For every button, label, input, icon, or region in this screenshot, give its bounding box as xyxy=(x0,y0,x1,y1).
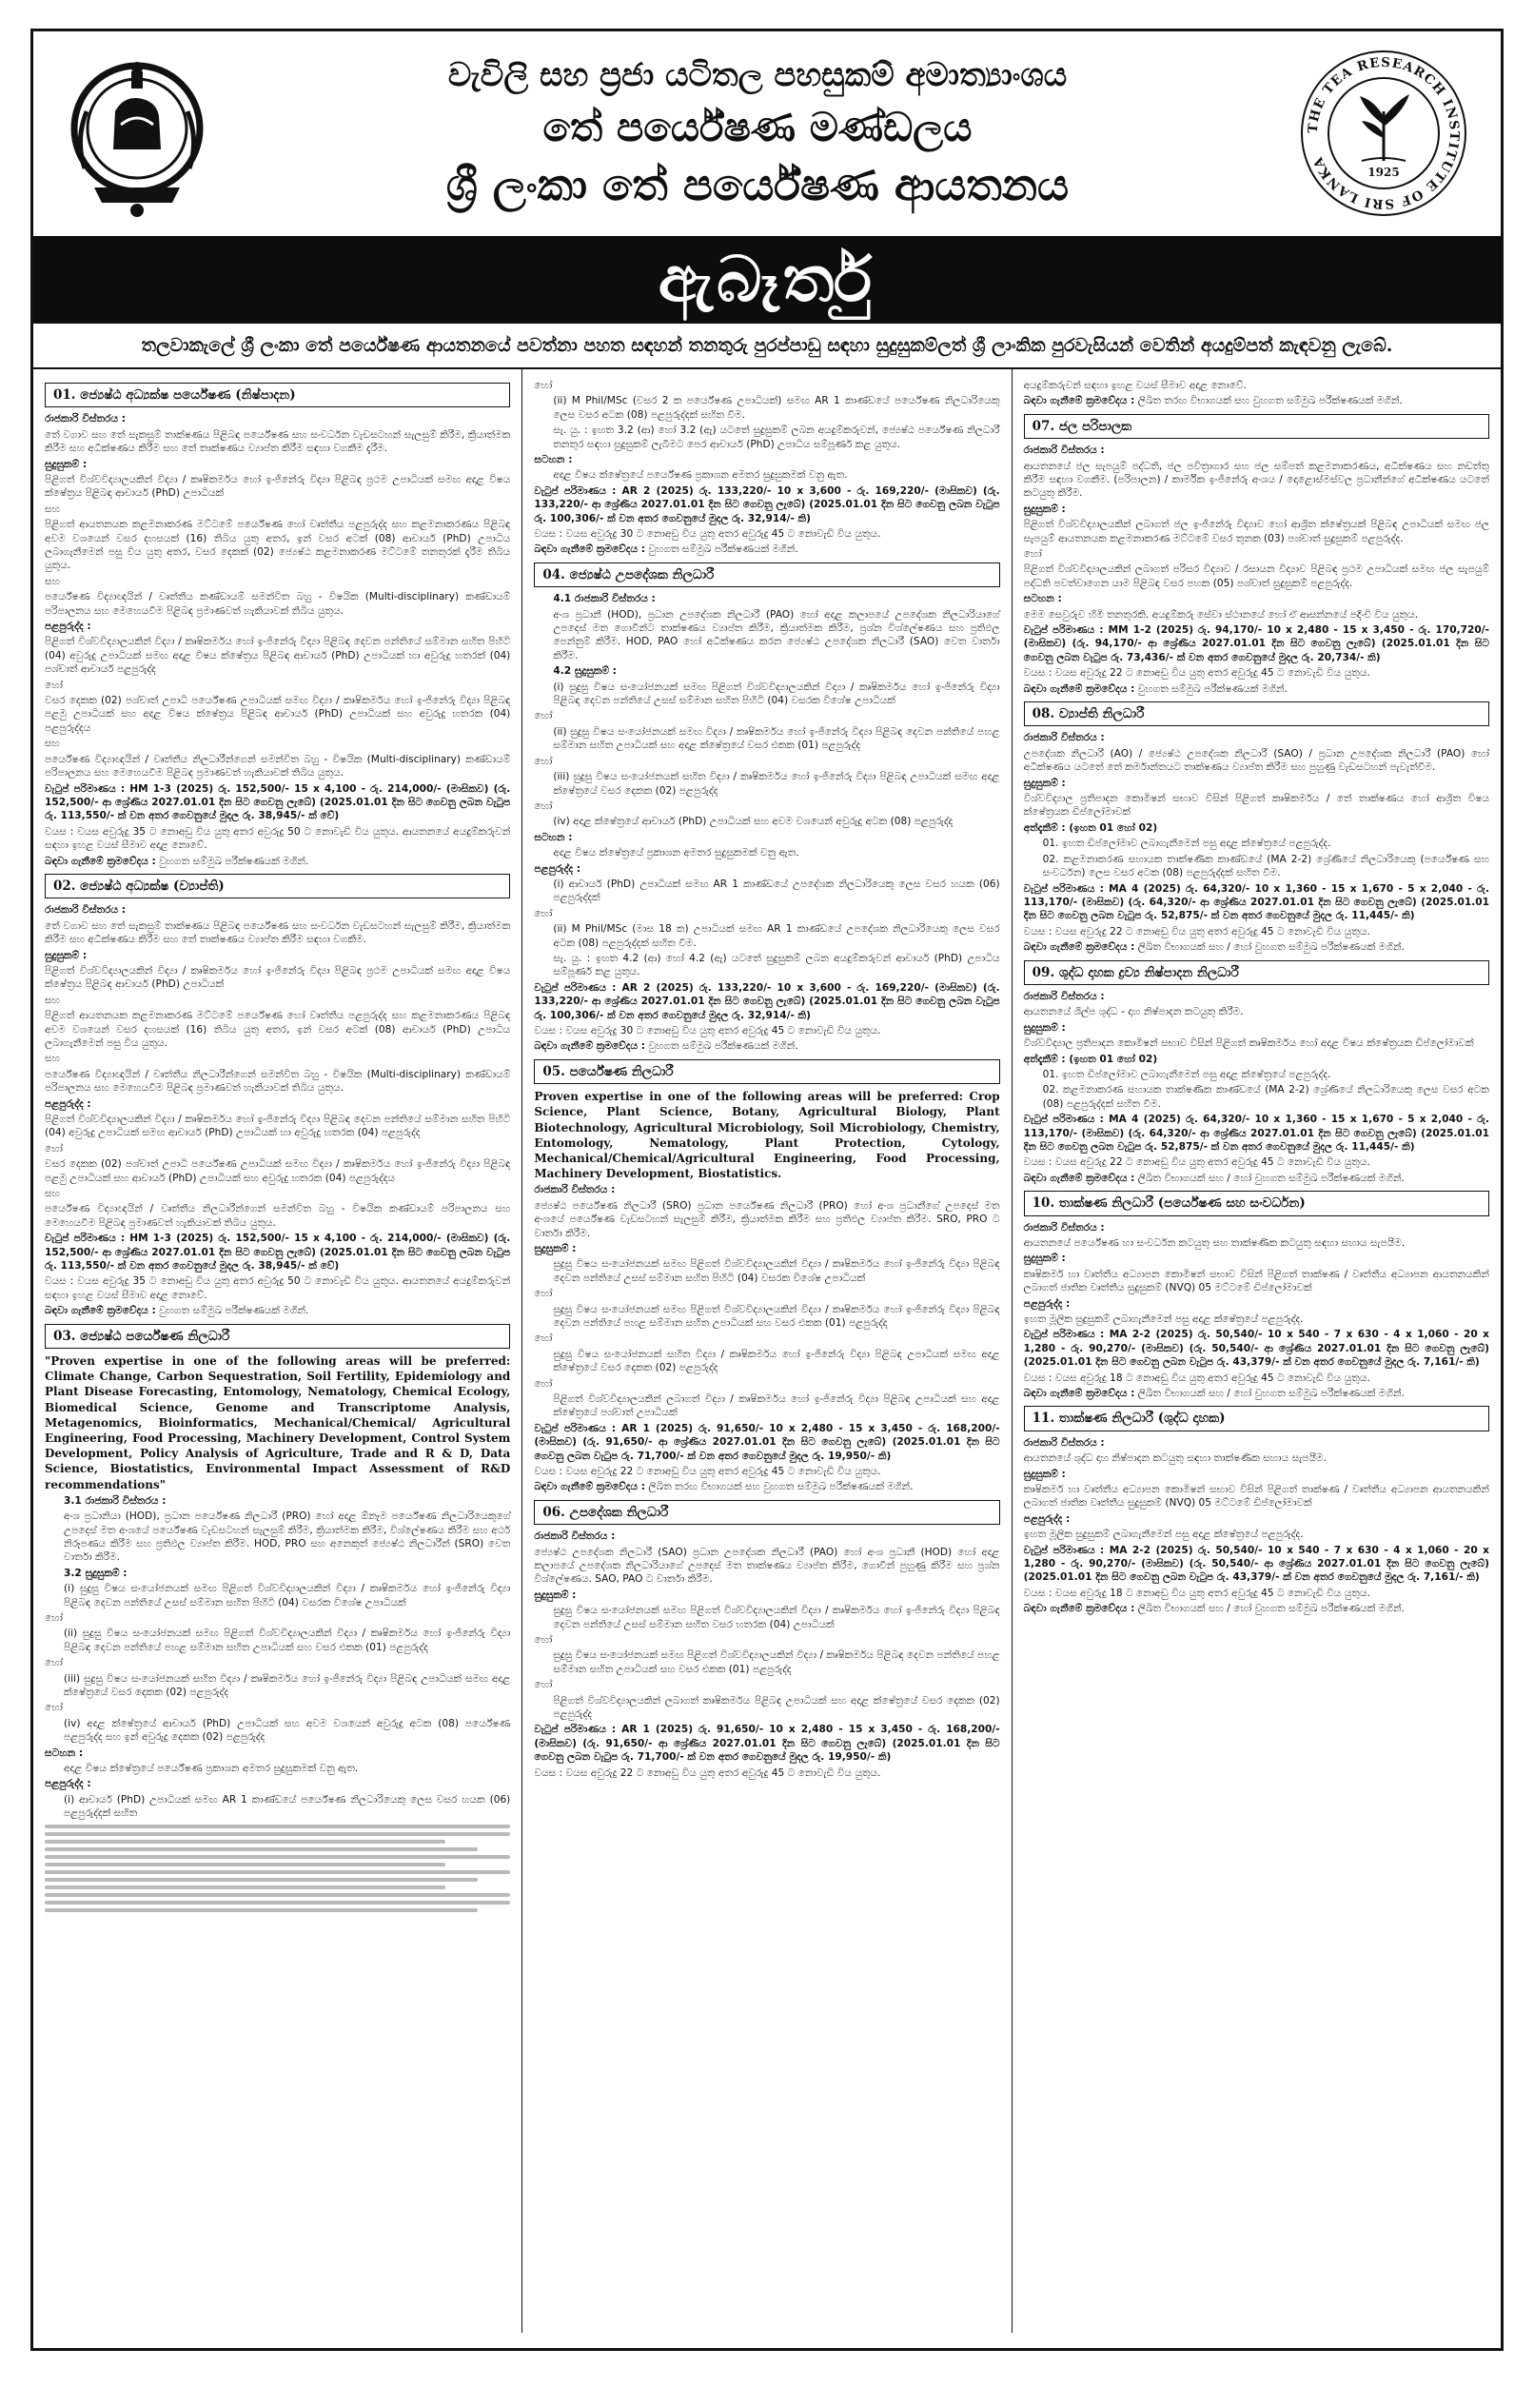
advertisement-page xyxy=(30,29,1504,2351)
s06-age-note: අයදුම්කරුවන් සඳහා ඉහළ වයස් සීමාව අදාළ නොවේ. xyxy=(1023,380,1247,391)
s06-duties: ජ්‍යෙෂ්ඨ උපදේශක නිලධාරී (SAO) ප්‍රධාන උපදේශක නිලධාරී (PAO) හෝ අංශ ප්‍රධානී (HOD) හෝ අදාළ කලාපයේ උපදේශක නිලධාරියාගේ උපදෙස් මත තාක්ෂණය ව්‍යාප්ත කිරීම, ගොවීන් පුහුණු කිරීම සහ ප්‍රශ්න විශ්ලේෂණය. SAO, PAO ට වාර්තා කිරීම. xyxy=(534,1546,1000,1586)
s11-experience: ඉහත මූලික සුදුසුකම් ලබාගැනීමෙන් පසු අදාළ ක්ෂේත්‍රයේ පළපුරුද්ද. xyxy=(1023,1529,1304,1541)
duties-label: රාජකාරි විස්තරය : xyxy=(1023,444,1105,457)
sri-lanka-emblem-icon xyxy=(66,45,208,221)
s07-duties: ආයතනයේ ජල සැපයුම් පද්ධති, ජල පවිත්‍රාගාර සහ ජල සම්පත් කළමනාකරණය, අධීක්ෂණය සහ නඩත්තු කිරීම සඳහා වගකීම. (පරිපාලන) / කාර්මික ඉංජිනේරු අංශය / දොළොස්මස්වල ප්‍රධානීන්ගේ අධීක්ෂණය යටතේ කටයුතු කිරීම. xyxy=(1023,460,1489,500)
ministry-name: වැවිලි සහ ප්‍රජා යටිතල පහසුකම් අමාත්‍යාංශය xyxy=(447,56,1068,94)
seal-ring-text: THE TEA RESEARCH INSTITUTE OF SRI LANKA xyxy=(1305,54,1463,212)
s04-selection: වුහගත සම්මුඛ පරීක්ෂණයක් මගින්. xyxy=(648,1040,798,1053)
s06-salary: වැටුප් පරිමාණය : AR 1 (2025) රු. 91,650/- 10 x 2,480 - 15 x 3,450 - රු. 168,200/- (මාසිකව) (රු. 91,650/- ආ ශ්‍රේණිය 2027.01.01 දින සිට ගෙවනු ලැබේ) (2025.01.01 දින සිට ගෙවනු ලබන වැටුප රු. 71,700/- ක් වන අතර ගෙවනුයේ මුදල රු. 19,950/- කි) xyxy=(534,1724,1000,1764)
s03-nb: සැ. යු. : ඉහත 3.2 (ආ) හෝ 3.2 (ඇ) යටතේ සුදුසුකම් ලබන අයදුම්කරුවන්, ජ්‍යෙෂ්ඨ පර්යේෂණ නිලධාරී තනතුර සඳහා සුදුසුකම් ලැබීමට පෙර ආචාර්ය (PhD) උපාධිය සම්පූර්ණ කළ යුතුය. xyxy=(553,424,1000,450)
s06-qualification-1: සුදුසු විෂය සංයෝජනයක් සමඟ පිළිගත් විශ්වවිද්‍යාලයකින් විද්‍යා / කෘෂිකර්මය හෝ ඉංජිනේරු විද්‍යා පිළිබඳ දෙවන පන්තියේ උසස් සම්මාන සහිත වසර හතරක (04) උපාධියක් xyxy=(553,1605,1000,1630)
s05-expertise-english: Proven expertise in one of the following areas will be preferred: Crop Science, Plant Science, Botany, Agricultural Biology, Plant Biotechnology, Agricultural Microbiology, Soil Microbiology, Chemistry, Entomology, Nematology, Plant Protection, Cytology, Mechanical/Chemical/Agricultural Engineering, Food Processing, Machinery Development, Biostatistics. xyxy=(534,1090,1000,1181)
selection-label: බඳවා ගැනීමේ ක්‍රමවේදය : xyxy=(534,543,646,556)
s07-salary: වැටුප් පරිමාණය : MM 1-2 (2025) රු. 94,170/- 10 x 2,480 - 15 x 3,450 - රු. 170,720/- (මාසිකව) (රු. 94,170/- ආ ශ්‍රේණිය 2027.01.01 දින සිට ගෙවනු ලැබේ) (2025.01.01 දින සිට ගෙවනු ලබන වැටුප රු. 73,436/- ක් වන අතර ගෙවනුයේ මුදල රු. 20,734/- කි) xyxy=(1023,624,1489,663)
s04-qualification-2: (ii) සුදුසු විෂය සංයෝජනයක් සමඟ විද්‍යා / කෘෂිකර්මය හෝ ඉංජිනේරු විද්‍යා පිළිබඳ දෙවන පන්තියේ පහළ සම්මාන සහිත උපාධියක් සහ අදාළ ක්ෂේත්‍රයේ වසර එකක (01) පළපුරුද්ද xyxy=(553,725,1000,752)
columns xyxy=(33,369,1501,2333)
s04-age: වයස : වයස අවුරුදු 30 ට නොඅඩු විය යුතු අතර අවුරුදු 45 ට නොවැඩි විය යුතුය. xyxy=(534,1025,881,1037)
selection-label: බඳවා ගැනීමේ ක්‍රමවේදය : xyxy=(1023,941,1135,954)
s01-salary: වැටුප් පරිමාණය : HM 1-3 (2025) රු. 152,500/- 15 x 4,100 - රු. 214,000/- (මාසිකව) (රු. 152,500/- ආ ශ්‍රේණිය 2027.01.01 දින සිට ගෙවනු ලැබේ) (2025.01.01 දින සිට ගෙවනු ලබන වැටුප රු. 113,550/- ක් වන අතර ගෙවනුයේ මුදල රු. 38,945/- ක් වේ) xyxy=(45,782,511,822)
note-label: සටහන : xyxy=(1023,593,1062,605)
s07-qualification-1: පිළිගත් විශ්වවිද්‍යාලයකින් ලබාගත් ජල ඉංජිනේරු විද්‍යාව හෝ ආශ්‍රිත ක්ෂේත්‍රයක් පිළිබඳ උපාධියක් සමඟ ජල සැපයුම් ආයතනයක කළමනාකරණ මට්ටමේ වසර තුනක (03) පශ්චාත් සුදුසුකම් පළපුරුද්ද. xyxy=(1023,519,1489,544)
or-separator: හෝ xyxy=(534,1332,553,1345)
or-separator: හෝ xyxy=(45,679,64,691)
s10-qualification: කෘෂිකර්ම හා වෘත්තීය අධ්‍යාපන කොමිෂන් සභාව විසින් පිළිගත් තාක්ෂණ / වෘත්තීය අධ්‍යාපන ආයතනයකින් ලබාගත් ජාතික වෘත්තීය සුදුසුකම් (NVQ) 05 මට්ටමේ ඩිප්ලෝමාවක් xyxy=(1023,1268,1489,1294)
section-04-title: 04. ජ්‍යෙෂ්ඨ උපදේශක නිලධාරී xyxy=(534,563,999,587)
duties-label: රාජකාරි විස්තරය : xyxy=(1023,732,1105,744)
section-03-title: 03. ජ්‍යෙෂ්ඨ පර්යේෂණ නිලධාරී xyxy=(45,1324,510,1349)
experience-label: පළපුරුද්ද : xyxy=(534,862,580,875)
qualifications-label: සුදුසුකම් : xyxy=(1023,1468,1066,1480)
s09-duties: ආයතනයේ ශිල්ප ශුද්ධ - දාහ නිෂ්පාදන කටයුතු කිරීම. xyxy=(1023,1006,1244,1018)
s05-duties: ජ්‍යෙෂ්ඨ පර්යේෂණ නිලධාරී (SRO) ප්‍රධාන පර්යේෂණ නිලධාරී (PRO) හෝ අංශ ප්‍රධානීගේ උපදෙස් මත අංශයේ පර්යේෂණ වැඩසටහන් සැලසුම් කිරීම, ක්‍රියාත්මක කිරීම සහ ප්‍රතිඵල ව්‍යාප්ත කිරීම. SRO, PRO ට වාර්තා කිරීම. xyxy=(534,1199,1000,1239)
or-separator: හෝ xyxy=(534,380,553,391)
s04-salary: වැටුප් පරිමාණය : AR 2 (2025) රු. 133,220/- 10 x 3,600 - රු. 169,220/- (මාසිකව) (රු. 133,220/- ආ ශ්‍රේණිය 2027.01.01 දින සිට ගෙවනු ලැබේ) (2025.01.01 දින සිට ගෙවනු ලබන වැටුප රු. 100,306/- ක් වන අතර ගෙවනුයේ මුදල රු. 32,914/- කි) xyxy=(534,981,1000,1021)
column-2 xyxy=(521,369,1011,2333)
s05-qualification-1: සුදුසු විෂය සංයෝජනයක් සමඟ පිළිගත් විශ්වවිද්‍යාලයකින් විද්‍යා / කෘෂිකර්මය හෝ ඉංජිනේරු විද්‍යා පිළිබඳ දෙවන පන්තියේ උසස් සම්මාන සහිත පිහිටි (04) වසරක විශේෂ උපාධියක් xyxy=(553,1258,1000,1284)
board-name: තේ පර්යේෂණ මණ්ඩලය xyxy=(542,104,973,150)
selection-label: බඳවා ගැනීමේ ක්‍රමවේදය : xyxy=(534,1040,646,1053)
s07-note: මෙම සෙවුරුව හිමි තනතුරකි. අයදුම්කරු සේවා ස්ථානයේ හෝ ඒ ආසන්නයේ පදිංචි විය යුතුය. xyxy=(1023,608,1419,621)
selection-label: බඳවා ගැනීමේ ක්‍රමවේදය : xyxy=(1023,1603,1135,1615)
s08-qualification: විශ්වවිද්‍යාල ප්‍රතිපාදන කොමිෂන් සභාව විසින් පිළිගත් කෘෂිකර්මය / තේ තාක්ෂණය හෝ ආශ්‍රිත විෂය ක්ෂේත්‍රයක ඩිප්ලෝමාවක් xyxy=(1023,793,1489,819)
or-separator: හෝ xyxy=(534,799,553,812)
s11-salary: වැටුප් පරිමාණය : MA 2-2 (2025) රු. 50,540/- 10 x 540 - 7 x 630 - 4 x 1,060 - 20 x 1,280 - රු. 90,270/- (මාසිකව) (රු. 50,540/- ආ ශ්‍රේණිය 2027.01.01 දින සිට ගෙවනු ලැබේ) (2025.01.01 දින සිට ගෙවනු ලබන වැටුප රු. 43,379/- ක් වන අතර ගෙවනුයේ මුදල රු. 7,161/- කි) xyxy=(1023,1544,1489,1584)
qualifications-label: සුදුසුකම් : xyxy=(1023,1253,1066,1265)
s09-salary: වැටුප් පරිමාණය : MA 4 (2025) රු. 64,320/- 10 x 1,360 - 15 x 1,670 - 5 x 2,040 - රු. 113,170/- (මාසිකව) (රු. 64,320/- ආ ශ්‍රේණිය 2027.01.01 දින සිට ගෙවනු ලැබේ) (2025.01.01 දින සිට ගෙවනු ලබන වැටුප රු. 52,875/- ක් වන අතර ගෙවනුයේ මුදල රු. 11,445/- කි) xyxy=(1023,1114,1489,1153)
vacancies-banner xyxy=(33,236,1501,324)
s02-experience-3: පර්යේෂණ විද්‍යාඥයින් / වෘත්තීය නිලධාරීන්ගෙන් සමන්විත බහු - විෂයික කණ්ඩායම් පරිපාලනය සහ මෙහෙයවීම පිළිබඳ ප්‍රමාණවත් හැකියාවක් තිබිය යුතුය. xyxy=(45,1203,511,1229)
s07-selection: වුහගත සම්මුඛ පරීක්ෂණයක් මගින්. xyxy=(1137,682,1288,695)
or-separator: හෝ xyxy=(534,1377,553,1390)
s05-salary: වැටුප් පරිමාණය : AR 1 (2025) රු. 91,650/- 10 x 2,480 - 15 x 3,450 - රු. 168,200/- (මාසිකව) (රු. 91,650/- ආ ශ්‍රේණිය 2027.01.01 දින සිට ගෙවනු ලැබේ) (2025.01.01 දින සිට ගෙවනු ලබන වැටුප රු. 71,700/- ක් වන අතර ගෙවනුයේ මුදල රු. 19,950/- කි) xyxy=(534,1422,1000,1462)
or-separator: හෝ xyxy=(534,1634,553,1647)
s03-qualifications-label: 3.2 සුදුසුකම් : xyxy=(64,1567,128,1579)
s03-qualification-1: (i) සුදුසු විෂය සංයෝජනයක් සමඟ පිළිගත් විශ්වවිද්‍යාලයකින් විද්‍යා / කෘෂිකර්මය හෝ ඉංජිනේරු විද්‍යා පිළිබඳ දෙවන පන්තියේ උසස් සම්මාන සහිත පිහිටි (04) වසරක විශේෂ උපාධියක් xyxy=(64,1583,511,1609)
s04-duties: අංශ ප්‍රධානී (HOD), ප්‍රධාන උපදේශක නිලධාරී (PAO) හෝ අදාළ කලාපයේ උපදේශක නිලධාරියාගේ උපදෙස් මත ගොවීන්ට තාක්ෂණය ව්‍යාප්ත කිරීම, ක්‍රියාත්මක කිරීම, ප්‍රශ්න විශ්ලේෂණය සහ ප්‍රතිඵල පෙන්නුම් කිරීම. HOD, PAO හෝ අධීක්ෂණය කරන ජ්‍යෙෂ්ඨ උපදේශක නිලධාරී (SAO) වෙත වාර්තා කිරීම. xyxy=(553,608,1000,661)
s09-experience-heading: අත්දැකීම් : (ඉහත 01 හෝ 02) xyxy=(1023,1053,1158,1065)
qualifications-label: සුදුසුකම් : xyxy=(1023,1021,1066,1034)
s08-selection: ලිඛිත විභාගයක් සහ / හෝ වුහගත සම්මුඛ පරීක්ෂණයක් මගින්. xyxy=(1137,941,1405,954)
experience-label: පළපුරුද්ද : xyxy=(1023,1512,1071,1525)
institute-name: ශ්‍රී ලංකා තේ පර්යේෂණ ආයතනය xyxy=(445,159,1070,210)
s08-experience-2: 02. කළමනාකරණ සහායක තාක්ෂණික කාණ්ඩයේ (MA 2-2) ශ්‍රේණියේ නිලධාරියෙකු (පර්යේෂණ සහ සංවර්ධන) ලෙස වසර අටක (08) පළපුරුද්දක් සහිත වීම. xyxy=(1042,853,1489,879)
section-05-title: 05. පර්යේෂණ නිලධාරී xyxy=(534,1059,999,1084)
s03-age: වයස : වයස අවුරුදු 30 ට නොඅඩු විය යුතු අතර අවුරුදු 45 ට නොවැඩි විය යුතුය. xyxy=(534,528,881,541)
duties-label: රාජකාරි විස්තරය : xyxy=(45,413,127,425)
and-separator: සහ xyxy=(45,1053,60,1065)
selection-label: බඳවා ගැනීමේ ක්‍රමවේදය : xyxy=(1023,1172,1135,1184)
and-separator: සහ xyxy=(45,1188,60,1200)
and-separator: සහ xyxy=(45,994,60,1006)
s10-duties: ආයතනයේ පර්යේෂණ හා සංවර්ධන කටයුතු සහ තාක්ෂණික කටයුතු සඳහා සහාය සැපයීම. xyxy=(1023,1236,1406,1249)
masthead xyxy=(33,31,1501,236)
selection-label: බඳවා ගැනීමේ ක්‍රමවේදය : xyxy=(1023,1388,1135,1399)
s09-experience-2: 02. කළමනාකරණ සහායක තාක්ෂණික කාණ්ඩයේ (MA 2-2) ශ්‍රේණියේ නිලධාරියෙකු ලෙස වසර අටක (08) පළපුරුද්දක් සහිත වීම. xyxy=(1042,1084,1489,1110)
qualifications-label: සුදුසුකම් : xyxy=(1023,777,1066,789)
s01-experience-2: වසර දෙකක (02) පශ්චාත් උපාධි පර්යේෂණ උපාධියක් සමඟ විද්‍යා / කෘෂිකර්මය හෝ ඉංජිනේරු විද්‍යා පිළිබඳ පළමු උපාධියක් සහ අදාළ විෂය ක්ෂේත්‍රය පිළිබඳ ආචාර්ය (PhD) උපාධියක් සහ අවුරුදු හතරක (04) පළපුරුද්දය xyxy=(45,695,511,734)
s02-qualification-1: පිළිගත් විශ්වවිද්‍යාලයකින් විද්‍යා / කෘෂිකර්මය හෝ ඉංජිනේරු විද්‍යා පිළිබඳ ප්‍රථම උපාධියක් සමඟ අදාළ විෂය ක්ෂේත්‍රය පිළිබඳ ආචාර්ය (PhD) උපාධියක් xyxy=(45,964,511,991)
s05-qualification-2: සුදුසු විෂය සංයෝජනයක් සමඟ පිළිගත් විශ්වවිද්‍යාලයකින් විද්‍යා / කෘෂිකර්මය හෝ ඉංජිනේරු විද්‍යා පිළිබඳ දෙවන පන්තියේ පහළ සම්මාන සහිත උපාධියක් සහ වසර එකක (01) පළපුරුද්ද xyxy=(553,1303,1000,1329)
s05-selection: ලිඛිත තරඟ විභාගයක් සහ වුහගත සම්මුඛ පරීක්ෂණයක් මගින්. xyxy=(648,1481,914,1493)
s04-nb: සැ. යු. : ඉහත 4.2 (ආ) හෝ 4.2 (ඇ) යටතේ සුදුසුකම් ලබන අයදුම්කරුවන් ආචාර්ය (PhD) උපාධිය සම්පූර්ණ කළ යුතුය. xyxy=(553,952,1000,978)
duties-label: රාජකාරි විස්තරය : xyxy=(1023,1436,1105,1449)
section-02-title: 02. ජ්‍යෙෂ්ඨ අධ්‍යක්ෂ (ව්‍යාප්ති) xyxy=(45,874,510,898)
duties-label: රාජකාරි විස්තරය : xyxy=(1023,1221,1105,1234)
experience-label: පළපුරුද්ද : xyxy=(45,1778,91,1790)
s02-qualification-3: පර්යේෂණ විද්‍යාඥයින් / වෘත්තීය නිලධාරීන්ගෙන් සමන්විත බහු - විෂයික (Multi-disciplinary) කණ්ඩායම් පරිපාලනය සහ මෙහෙයවීම පිළිබඳ ප්‍රමාණවත් හැකියාවක් තිබිය යුතුය. xyxy=(45,1068,511,1095)
qualifications-label: සුදුසුකම් : xyxy=(534,1242,577,1254)
and-separator: සහ xyxy=(45,738,60,750)
qualifications-label: සුදුසුකම් : xyxy=(1023,503,1066,515)
s05-qualification-4: පිළිගත් විශ්වවිද්‍යාලයකින් ලබාගත් විද්‍යා / කෘෂිකර්මය හෝ ඉංජිනේරු විද්‍යා පිළිබඳ උපාධියක් සහ අදාළ ක්ෂේත්‍රයේ පශ්චාත් උපාධියක් xyxy=(553,1393,1000,1419)
experience-label: පළපුරුද්ද : xyxy=(45,621,91,633)
s06-selection: ලිඛිත තරඟ විභාගයක් සහ වුහගත සම්මුඛ පරීක්ෂණයක් මගින්. xyxy=(1137,395,1403,407)
duties-label: රාජකාරි විස්තරය : xyxy=(534,1530,616,1543)
s04-duties-label: 4.1 රාජකාරි විස්තරය : xyxy=(553,593,656,605)
s03-salary: වැටුප් පරිමාණය : AR 2 (2025) රු. 133,220/- 10 x 3,600 - රු. 169,220/- (මාසිකව) (රු. 133,220/- ආ ශ්‍රේණිය 2027.01.01 දින සිට ගෙවනු ලැබේ) (2025.01.01 දින සිට ගෙවනු ලබන වැටුප රු. 100,306/- ක් වන අතර ගෙවනුයේ මුදල රු. 32,914/- කි) xyxy=(534,484,1000,524)
s06-qualification-3: පිළිගත් විශ්වවිද්‍යාලයකින් ලබාගත් කෘෂිකර්මය පිළිබඳ උපාධියක් සහ අදාළ ක්ෂේත්‍රයේ වසර දෙකක (02) පළපුරුද්ද xyxy=(553,1694,1000,1721)
tri-seal-icon xyxy=(1299,49,1468,218)
s04-qualifications-label: 4.2 සුදුසුකම් : xyxy=(553,665,617,678)
s02-qualification-2: පිළිගත් ආයතනයක කළමනාකරණ මට්ටමේ පර්යේෂණ හෝ වෘත්තීය පළපුරුද්ද සහ කළමනාකරණය පිළිබඳ අවම වශයෙන් වසර දහසයක් (16) තිබිය යුතු අතර, ඉන් වසර අටක් (08) ආචාර්ය (PhD) උපාධිය ලබාගැනීමෙන් පසු විය යුතුය. xyxy=(45,1010,511,1049)
s02-experience-1: පිළිගත් විශ්වවිද්‍යාලයකින් විද්‍යා / කෘෂිකර්මය හෝ ඉංජිනේරු විද්‍යා පිළිබඳ දෙවන පන්තියේ සම්මාන සහිත පිහිටි (04) අවුරුදු උපාධියක් සමඟ ආචාර්ය (PhD) උපාධියක් හා අවුරුදු හතරක (04) පළපුරුද්ද xyxy=(45,1114,511,1139)
s03-duties: අංශ ප්‍රධානියා (HOD), ප්‍රධාන පර්යේෂණ නිලධාරී (PRO) හෝ අදාළ ඕනෑම පර්යේෂණ නිලධාරියෙකුගේ උපදෙස් මත අංශයේ පර්යේෂණ වැඩසටහන් සැලසුම් කිරීම, ක්‍රියාත්මක කිරීම, විශ්ලේෂණය කිරීම සහ අර්ථ නිරූපණය කිරීම සහ ප්‍රතිඵල ව්‍යාප්ත කිරීම. HOD, PRO සහ අනෙකුත් ජ්‍යෙෂ්ඨ නිලධාරීන් (SRO) වෙත වාර්තා කිරීම. xyxy=(64,1510,511,1564)
s09-selection: ලිඛිත විභාගයක් සහ / හෝ වුහගත සම්මුඛ පරීක්ෂණයක් මගින්. xyxy=(1137,1172,1405,1184)
s03-qualification-3: (iii) සුදුසු විෂය සංයෝජනයක් සහිත විද්‍යා / කෘෂිකර්මය හෝ ඉංජිනේරු විද්‍යා පිළිබඳ උපාධියක් සමඟ අදාළ ක්ෂේත්‍රයේ වසර දෙකක (02) පළපුරුද්ද xyxy=(64,1672,511,1699)
column-1 xyxy=(33,369,521,2333)
or-separator: හෝ xyxy=(45,1657,64,1669)
selection-label: බඳවා ගැනීමේ ක්‍රමවේදය : xyxy=(534,1481,646,1493)
note-label: සටහන : xyxy=(534,831,573,843)
s03-qualification-4: (iv) අදාළ ක්ෂේත්‍රයේ ආචාර්ය (PhD) උපාධියක් සහ අවම වශයෙන් අවුරුදු අටක (08) පර්යේෂණ පළපුරුද්ද සහ ඉන් අවුරුදු දෙකක (02) පළපුරුද්ද xyxy=(64,1717,511,1744)
s08-experience-heading: අත්දැකීම් : (ඉහත 01 හෝ 02) xyxy=(1023,821,1158,834)
s03-qualification-2: (ii) සුදුසු විෂය සංයෝජනයක් සමඟ පිළිගත් විශ්වවිද්‍යාලයකින් විද්‍යා / කෘෂිකර්මය හෝ ඉංජිනේරු විද්‍යා පිළිබඳ දෙවන පන්තියේ පහළ සම්මාන සහිත උපාධියක් සහ වසර එකක (01) පළපුරුද්ද xyxy=(64,1628,511,1653)
s04-note: අදාළ විෂය ක්ෂේත්‍රයේ ප්‍රකාශන අමතර සුදුසුකමක් වනු ඇත. xyxy=(553,847,799,859)
and-separator: සහ xyxy=(45,575,60,587)
s04-qualification-4: (iv) අදාළ ක්ෂේත්‍රයේ ආචාර්ය (PhD) උපාධියක් සහ අවම වශයෙන් අවුරුදු අටක (08) පළපුරුද්ද xyxy=(553,816,954,828)
s09-experience-1: 01. ඉහත ඩිප්ලෝමාව ලබාගැනීමෙන් පසු අදාළ ක්ෂේත්‍රයේ පළපුරුද්ද. xyxy=(1042,1068,1331,1080)
s08-duties: උපදේශක නිලධාරී (AO) / ජ්‍යෙෂ්ඨ උපදේශක නිලධාරී (SAO) / ප්‍රධාන උපදේශක නිලධාරී (PAO) හෝ අධීක්ෂණය යටතේ තේ කර්මාන්තයට තාක්ෂණය ව්‍යාප්ත කිරීම සහ පුහුණු වැඩසටහන් පැවැත්වීම. xyxy=(1023,747,1489,774)
selection-label: බඳවා ගැනීමේ ක්‍රමවේදය : xyxy=(1023,682,1135,695)
or-separator: හෝ xyxy=(1023,548,1042,561)
s11-selection: ලිඛිත විභාගයක් සහ / හෝ වුහගත සම්මුඛ පරීක්ෂණයක් මගින්. xyxy=(1137,1603,1405,1615)
selection-label: බඳවා ගැනීමේ ක්‍රමවේදය : xyxy=(45,855,156,867)
or-separator: හෝ xyxy=(534,907,553,919)
s10-selection: ලිඛිත විභාගයක් සහ / හෝ වුහගත සම්මුඛ පරීක්ෂණයක් මගින්. xyxy=(1137,1388,1405,1399)
s04-qualification-1: (i) සුදුසු විෂය සංයෝජනයක් සමඟ පිළිගත් විශ්වවිද්‍යාලයකින් විද්‍යා / කෘෂිකර්මය හෝ ඉංජිනේරු විද්‍යා පිළිබඳ දෙවන පන්තියේ උසස් සම්මාන සහිත පිහිටි (04) වසරක විශේෂ උපාධියක් xyxy=(553,681,1000,707)
s02-age: වයස : වයස අවුරුදු 35 ට නොඅඩු විය යුතු අතර අවුරුදු 50 ට නොවැඩි විය යුතුය. ආයතනයේ අයදුම්කරුවන් සඳහා ඉහළ වයස් සීමාව අදාළ නොවේ. xyxy=(45,1275,511,1301)
s09-qualification: විශ්වවිද්‍යාල ප්‍රතිපාදන කොමිෂන් සභාව විසින් පිළිගත් කෘෂිකර්මය හෝ අදාළ විෂය ක්ෂේත්‍රයක ඩිප්ලෝමාවක් xyxy=(1023,1037,1474,1050)
selection-label: බඳවා ගැනීමේ ක්‍රමවේදය : xyxy=(45,1305,156,1317)
qualifications-label: සුදුසුකම් : xyxy=(534,1589,577,1601)
section-10-title: 10. තාක්ෂණ නිලධාරී (පර්යේෂණ සහ සංවර්ධන) xyxy=(1024,1191,1489,1215)
qualifications-label: සුදුසුකම් : xyxy=(45,458,88,470)
text-continuation xyxy=(45,1825,510,1912)
s04-experience-2: (ii) M Phil/MSc (මාස 18 ක) උපාධියක් සමඟ AR 1 කාණ්ඩයේ උපදේශක නිලධාරියෙකු ලෙස වසර අටක (08) පළපුරුද්දක් සහිත වීම. xyxy=(553,923,1000,949)
experience-label: පළපුරුද්ද : xyxy=(1023,1297,1071,1310)
column-3 xyxy=(1012,369,1501,2333)
section-08-title: 08. ව්‍යාප්ති නිලධාරී xyxy=(1024,701,1489,726)
qualifications-label: සුදුසුකම් : xyxy=(45,949,88,961)
duties-label: රාජකාරි විස්තරය : xyxy=(45,904,127,917)
or-separator: හෝ xyxy=(45,1611,64,1624)
note-label: සටහන : xyxy=(534,454,573,466)
s02-duties: තේ වගාව සහ තේ සැකසුම් තාක්ෂණය පිළිබඳ පර්යේෂණ සහ සංවර්ධන වැඩසටහන් සැලසුම් කිරීම, ක්‍රියාත්මක කිරීම සහ අධීක්ෂණය කිරීම සහ තේ තාක්ෂණය ව්‍යාප්ත කිරීම සඳහා වගකීම. xyxy=(45,919,511,946)
section-11-title: 11. තාක්ෂණ නිලධාරී (ශුද්ධ දාහක) xyxy=(1024,1406,1489,1431)
or-separator: හෝ xyxy=(45,1142,64,1155)
duties-label: රාජකාරි විස්තරය : xyxy=(534,1184,616,1196)
seal-year: 1925 xyxy=(1367,166,1400,179)
s10-experience: ඉහත මූලික සුදුසුකම් ලබාගැනීමෙන් පසු අදාළ ක්ෂේත්‍රයේ පළපුරුද්ද. xyxy=(1023,1313,1304,1325)
experience-label: පළපුරුද්ද : xyxy=(45,1097,91,1110)
s11-duties: ආයතනයේ ශුද්ධ දාහ නිෂ්පාදන කටයුතු සඳහා තාක්ෂණික සහාය සැපයීම. xyxy=(1023,1452,1327,1465)
s04-qualification-3: (iii) සුදුසු විෂය සංයෝජනයක් සහිත විද්‍යා / කෘෂිකර්මය හෝ ඉංජිනේරු විද්‍යා පිළිබඳ උපාධියක් සමඟ අදාළ ක්ෂේත්‍රයේ වසර දෙකක (02) පළපුරුද්ද xyxy=(553,771,1000,797)
and-separator: සහ xyxy=(45,503,60,515)
s01-qualification-2: පිළිගත් ආයතනයක කළමනාකරණ මට්ටමේ පර්යේෂණ හෝ වෘත්තීය පළපුරුද්ද සහ කළමනාකරණය පිළිබඳ අවම වශයෙන් වසර දහසයක් (16) තිබිය යුතු අතර, ඉන් වසර අටක් (08) ආචාර්ය (PhD) උපාධිය ලබාගැනීමෙන් පසු විය යුතු අතර, වසර දෙකක් (02) ජ්‍යෙෂ්ඨ කළමනාකරණ මට්ටමේ තනතුරක් දැරීම තිබිය යුතුය. xyxy=(45,519,511,572)
s01-experience-1: පිළිගත් විශ්වවිද්‍යාලයකින් විද්‍යා / කෘෂිකර්මය හෝ ඉංජිනේරු විද්‍යා පිළිබඳ දෙවන පන්තියේ සම්මාන සහිත පිහිටි (04) අවුරුදු උපාධියක් සමඟ අදාළ විෂය ක්ෂේත්‍රය පිළිබඳ ආචාර්ය (PhD) උපාධියක් හා අවුරුදු හතරක් (04) පශ්චාත් ආචාර්ය පළපුරුද්ද xyxy=(45,636,511,676)
s07-qualification-2: පිළිගත් විශ්වවිද්‍යාලයකින් ලබාගත් පරිසර විද්‍යාව / රසායන විද්‍යාව පිළිබඳ ප්‍රථම උපාධියක් සමඟ ජල සැපයුම් පද්ධති පවත්වාගෙන යාම පිළිබඳ වසර පහක (05) පශ්චාත් සුදුසුකම් පළපුරුද්ද. xyxy=(1023,563,1489,589)
s11-qualification: කෘෂිකර්ම හා වෘත්තීය අධ්‍යාපන කොමිෂන් සභාව විසින් පිළිගත් තාක්ෂණ / වෘත්තීය අධ්‍යාපන ආයතනයකින් ලබාගත් ජාතික වෘත්තීය සුදුසුකම් (NVQ) 05 මට්ටමේ ඩිප්ලෝමාවක් xyxy=(1023,1483,1489,1510)
selection-label: බඳවා ගැනීමේ ක්‍රමවේදය : xyxy=(1023,395,1135,407)
s08-salary: වැටුප් පරිමාණය : MA 4 (2025) රු. 64,320/- 10 x 1,360 - 15 x 1,670 - 5 x 2,040 - රු. 113,170/- (මාසිකව) (රු. 64,320/- ආ ශ්‍රේණිය 2027.01.01 දින සිට ගෙවනු ලැබේ) (2025.01.01 දින සිට ගෙවනු ලබන වැටුප රු. 52,875/- ක් වන අතර ගෙවනුයේ මුදල රු. 11,445/- කි) xyxy=(1023,882,1489,922)
or-separator: හෝ xyxy=(534,755,553,767)
s01-age: වයස : වයස අවුරුදු 35 ට නොඅඩු විය යුතු අතර අවුරුදු 50 ට නොවැඩි විය යුතුය. ආයතනයේ අයදුම්කරුවන් සඳහා ඉහළ වයස් සීමාව අදාළ නොවේ. xyxy=(45,825,511,852)
s02-selection: වුහගත සම්මුඛ පරීක්ෂණයක් මගින්. xyxy=(159,1305,309,1317)
s03-experience-1: (i) ආචාර්ය (PhD) උපාධියක් සමඟ AR 1 කාණ්ඩයේ පර්යේෂණ නිලධාරියෙකු ලෙස වසර හයක (06) පළපුරුද්දක් සහිත xyxy=(64,1793,511,1820)
s05-age: වයස : වයස අවුරුදු 22 ට නොඅඩු විය යුතු අතර අවුරුදු 45 ට නොවැඩි විය යුතුය. xyxy=(534,1466,881,1478)
s03-note-2: අදාළ විෂය ක්ෂේත්‍රයේ පර්යේෂණ ප්‍රකාශන අමතර සුදුසුකමක් වනු ඇත. xyxy=(553,469,848,482)
s01-qualification-1: පිළිගත් විශ්වවිද්‍යාලයකින් විද්‍යා / කෘෂිකර්මය හෝ ඉංජිනේරු විද්‍යා පිළිබඳ ප්‍රථම උපාධියක් සමඟ අදාළ විෂය ක්ෂේත්‍රය පිළිබඳ ආචාර්ය (PhD) උපාධියක් xyxy=(45,473,511,500)
s03-selection: වුහගත සම්මුඛ පරීක්ෂණයක් මගින්. xyxy=(648,543,798,556)
s03-expertise-english: "Proven expertise in one of the following areas will be preferred: Climate Change, Carbon Sequestration, Soil Fertility, Epidemiology and Plant Disease Forecasting, Entomology, Nematology, Chemical Ecology, Biomedical Science, Genome and Transcriptome Analysis, Metagenomics, Bioinformatics, Mechanical/Chemical/ Agricultural Engineering, Food Processing, Machinery Development, Control System Development, Policy Analysis of Agriculture, Trade and R & D, Data Science, Biostatistics, Environmental Impact Assessment of R&D recommendations" xyxy=(45,1354,511,1491)
s01-qualification-3: පර්යේෂණ විද්‍යාඥයින් / වෘත්තීය කණ්ඩායම් සමන්විත බහු - විෂයික (Multi-disciplinary) කණ්ඩායම් පරිපාලනය සහ මෙහෙයවීම පිළිබඳ ප්‍රමාණවත් හැකියාවක් තිබිය යුතුය. xyxy=(45,591,511,617)
s03-experience-2: (ii) M Phil/MSc (වසර 2 ක පර්යේෂණ උපාධියක්) සමඟ AR 1 කාණ්ඩයේ පර්යේෂණ නිලධාරියෙකු ලෙස වසර අටක (08) පළපුරුද්දක් සහිත වීම. xyxy=(553,395,1000,421)
s03-note: අදාළ විෂය ක්ෂේත්‍රයේ පර්යේෂණ ප්‍රකාශන අමතර සුදුසුකමක් වනු ඇත. xyxy=(64,1763,359,1775)
section-09-title: 09. ශුද්ධ දාහක ද්‍රව්‍ය නිෂ්පාදන නිලධාරී xyxy=(1024,960,1489,985)
duties-label: රාජකාරි විස්තරය : xyxy=(1023,990,1105,1002)
section-06-title: 06. උපදේශක නිලධාරී xyxy=(534,1500,999,1525)
s04-experience-1: (i) ආචාර්ය (PhD) උපාධියක් සමඟ AR 1 කාණ්ඩයේ උපදේශක නිලධාරියෙකු ලෙස වසර හයක (06) පළපුරුද්දක් xyxy=(553,878,1000,904)
vacancies-title: ඇබෑර්තු xyxy=(658,242,876,316)
section-07-title: 07. ජල පරිපාලක xyxy=(1024,414,1489,439)
s03-duties-label: 3.1 රාජකාරි විස්තරය : xyxy=(64,1494,167,1507)
s07-age: වයස : වයස අවුරුදු 22 ට නොඅඩු විය යුතු අතර අවුරුදු 45 ට නොවැඩි විය යුතුය. xyxy=(1023,667,1370,680)
s05-qualification-3: සුදුසු විෂය සංයෝජනයක් සහිත විද්‍යා / කෘෂිකර්මය හෝ ඉංජිනේරු විද්‍යා පිළිබඳ උපාධියක් සමඟ අදාළ ක්ෂේත්‍රයේ වසර දෙකක (02) පළපුරුද්ද xyxy=(553,1348,1000,1374)
intro-statement: තලවාකැලේ ශ්‍රී ලංකා තේ පර්යේෂණ ආයතනයේ පවත්නා පහත සඳහන් තනතුරු පුරප්පාඩු සඳහා සුදුසුකම්ලත් ශ්‍රී ලාංකික පුරවැසියන් වෙතින් අයදුම්පත් කැඳවනු ලැබේ. xyxy=(33,324,1501,369)
s02-experience-2: වසර දෙකක (02) පශ්චාත් උපාධි පර්යේෂණ උපාධියක් සමඟ විද්‍යා / කෘෂිකර්මය හෝ ඉංජිනේරු විද්‍යා පිළිබඳ පළමු උපාධියක් සහ ආචාර්ය (PhD) උපාධියක් සහ අවුරුදු හතරක (04) පළපුරුද්දය xyxy=(45,1158,511,1184)
s01-selection: වුහගත සම්මුඛ පරීක්ෂණයක් මගින්. xyxy=(159,855,309,867)
s01-duties: තේ වගාව සහ තේ සැකසුම් තාක්ෂණය පිළිබඳ පර්යේෂණ සහ සංවර්ධන වැඩසටහන් සැලසුම් කිරීම, ක්‍රියාත්මක කිරීම සහ අධීක්ෂණය කිරීම සහ තේ තාක්ෂණය ව්‍යාප්ත කිරීම සඳහා වගකීම දැරීම. xyxy=(45,428,511,455)
or-separator: හෝ xyxy=(45,1702,64,1714)
s02-salary: වැටුප් පරිමාණය : HM 1-3 (2025) රු. 152,500/- 15 x 4,100 - රු. 214,000/- (මාසිකව) (රු. 152,500/- ආ ශ්‍රේණිය 2027.01.01 දින සිට ගෙවනු ලැබේ) (2025.01.01 දින සිට ගෙවනු ලබන වැටුප රු. 113,550/- ක් වන අතර ගෙවනුයේ මුදල රු. 38,945/- ක් වේ) xyxy=(45,1233,511,1273)
or-separator: හෝ xyxy=(534,1288,553,1300)
s06-qualification-2: සුදුසු විෂය සංයෝජනයක් සමඟ පිළිගත් විශ්වවිද්‍යාලයකින් විද්‍යා / කෘෂිකර්මය පිළිබඳ දෙවන පන්තියේ පහළ සම්මාන සහිත උපාධියක් සහ වසර එකක (01) පළපුරුද්ද xyxy=(553,1649,1000,1675)
or-separator: හෝ xyxy=(534,1679,553,1691)
s08-age: වයස : වයස අවුරුදු 22 ට නොඅඩු විය යුතු අතර අවුරුදු 45 ට නොවැඩි විය යුතුය. xyxy=(1023,925,1370,938)
s10-age: වයස : වයස අවුරුදු 18 ට නොඅඩු විය යුතු අතර අවුරුදු 45 ට නොවැඩි විය යුතුය. xyxy=(1023,1372,1370,1384)
s08-experience-1: 01. ඉහත ඩිප්ලෝමාව ලබාගැනීමෙන් පසු අදාළ ක්ෂේත්‍රයේ පළපුරුද්ද. xyxy=(1042,838,1331,850)
s11-age: වයස : වයස අවුරුදු 18 ට නොඅඩු විය යුතු අතර අවුරුදු 45 ට නොවැඩි විය යුතුය. xyxy=(1023,1587,1370,1599)
s01-experience-3: පර්යේෂණ විද්‍යාඥයින් / වෘත්තීය නිලධාරීන්ගෙන් සමන්විත බහු - විෂයික (Multi-disciplinary) කණ්ඩායම් පරිපාලනය සහ මෙහෙයවීම පිළිබඳ ප්‍රමාණවත් හැකියාවක් තිබිය යුතුය. xyxy=(45,753,511,780)
section-01-title: 01. ජ්‍යෙෂ්ඨ අධ්‍යක්ෂ පර්යේෂණ (නිෂ්පාදන) xyxy=(45,383,510,407)
or-separator: හෝ xyxy=(534,710,553,722)
note-label: සටහන : xyxy=(45,1747,84,1759)
s10-salary: වැටුප් පරිමාණය : MA 2-2 (2025) රු. 50,540/- 10 x 540 - 7 x 630 - 4 x 1,060 - 20 x 1,280 - රු. 90,270/- (මාසිකව) (රු. 50,540/- ආ ශ්‍රේණිය 2027.01.01 දින සිට ගෙවනු ලැබේ) (2025.01.01 දින සිට ගෙවනු ලබන වැටුප රු. 43,379/- ක් වන අතර ගෙවනුයේ මුදල රු. 7,161/- කි) xyxy=(1023,1329,1489,1369)
s09-age: වයස : වයස අවුරුදු 22 ට නොඅඩු විය යුතු අතර අවුරුදු 45 ට නොවැඩි විය යුතුය. xyxy=(1023,1156,1370,1169)
s06-age: වයස : වයස අවුරුදු 22 ට නොඅඩු විය යුතු අතර අවුරුදු 45 ට නොවැඩි විය යුතුය. xyxy=(534,1767,881,1779)
